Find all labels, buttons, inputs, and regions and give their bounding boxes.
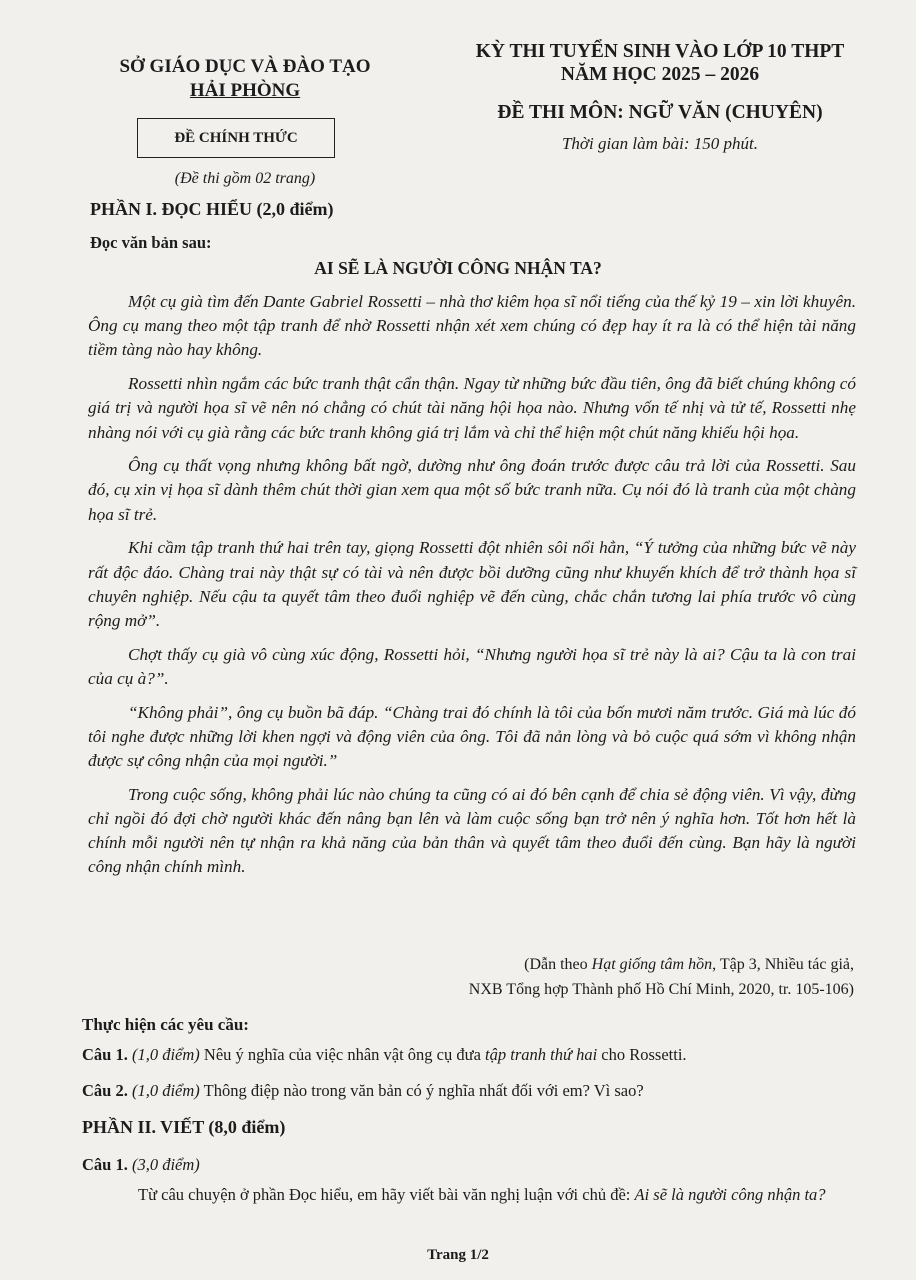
story-paragraph: Một cụ già tìm đến Dante Gabriel Rossetti – nhà thơ kiêm họa sĩ nổi tiếng của thế kỷ 19 – xin lời khuyên. Ông cụ mang theo một tập tranh để nhờ Rossetti nhận xét xem chúng có đẹp hay ít ra là có thể hiện tài năng tiềm tàng nào hay không. xyxy=(88,292,856,360)
source-line-2: NXB Tổng hợp Thành phố Hồ Chí Minh, 2020, tr. 105-106) xyxy=(468,981,854,998)
question-label: Câu 1. xyxy=(82,1155,128,1174)
part2-title: PHẦN II. VIẾT (8,0 điểm) xyxy=(82,1117,286,1137)
source-suffix: , Tập 3, Nhiều tác giả, xyxy=(712,956,854,973)
source-book: Hạt giống tâm hồn xyxy=(591,956,713,973)
story-paragraph: Rossetti nhìn ngắm các bức tranh thật cẩn thận. Ngay từ những bức đầu tiên, ông đã biết chúng không có giá trị và người họa sĩ vẽ nên nó chẳng có chút tài năng hội họa nào. Nhưng vốn tế nhị và tử tế, Rossetti nhẹ nhàng nói với cụ già rằng các bức tranh không giá trị lắm và chỉ thể hiện một chút năng khiếu hội họa. xyxy=(88,374,856,442)
city-name: HẢI PHÒNG xyxy=(189,80,301,101)
question-emphasis: tập tranh thứ hai xyxy=(485,1045,598,1064)
reading-question-2 xyxy=(82,1081,644,1101)
story-paragraph: Ông cụ thất vọng nhưng không bất ngờ, dường như ông đoán trước được câu trả lời của Rossetti. Sau đó, cụ xin vị họa sĩ dành thêm chút thời gian xem qua một số bức tranh nữa. Cụ nói đó là tranh của một chàng họa sĩ trẻ. xyxy=(88,456,856,524)
source-line-1 xyxy=(469,952,854,977)
question-label: Câu 1. xyxy=(82,1045,128,1064)
story-paragraph: Trong cuộc sống, không phải lúc nào chúng ta cũng có ai đó bên cạnh để chia sẻ động viên. Vì vậy, đừng chỉ ngồi đó đợi chờ người khác đến nâng bạn lên và làm cuộc sống bạn trở nên ý nghĩa hơn. Tốt hơn hết là chính mỗi người nên tự nhận ra khả năng của bản thân và quyết tâm theo đuổi đến cùng. Bạn hãy là người công nhận chính mình. xyxy=(88,784,856,877)
official-label: ĐỀ CHÍNH THỨC xyxy=(174,129,298,146)
part1-title: PHẦN I. ĐỌC HIỂU (2,0 điểm) xyxy=(90,199,334,219)
question-points: (3,0 điểm) xyxy=(131,1155,200,1174)
story-title: AI SẼ LÀ NGƯỜI CÔNG NHẬN TA? xyxy=(314,258,602,278)
tasks-title: Thực hiện các yêu cầu: xyxy=(82,1015,249,1034)
source-prefix: (Dẫn theo xyxy=(524,956,592,973)
reading-question-1 xyxy=(82,1045,687,1065)
pages-note: (Đề thi gồm 02 trang) xyxy=(174,170,316,187)
exam-subject: ĐỀ THI MÔN: NGỮ VĂN (CHUYÊN) xyxy=(497,102,823,123)
story-paragraph: “Không phải”, ông cụ buồn bã đáp. “Chàng trai đó chính là tôi của bốn mươi năm trước. Giá mà lúc đó tôi nghe được những lời khen ngợi và động viên của ông. Tôi đã nản lòng và bỏ cuộc quá sớm vì không nhận được sự công nhận của mọi người.” xyxy=(88,702,856,770)
exam-info-block xyxy=(440,40,880,156)
exam-title: KỲ THI TUYỂN SINH VÀO LỚP 10 THPT xyxy=(475,41,845,62)
question-points: (1,0 điểm) xyxy=(131,1045,200,1064)
issuer-block xyxy=(80,55,410,103)
school-year: NĂM HỌC 2025 – 2026 xyxy=(560,64,760,85)
reading-instruction: Đọc văn bản sau: xyxy=(90,233,212,252)
question-text: Thông điệp nào trong văn bản có ý nghĩa nhất đối với em? Vì sao? xyxy=(199,1081,644,1100)
story-paragraph: Khi cầm tập tranh thứ hai trên tay, giọng Rossetti đột nhiên sôi nổi hẳn, “Ý tưởng của những bức vẽ này rất độc đáo. Chàng trai này thật sự có tài và nên được bồi dưỡng cũng như khuyến khích để trở thành họa sĩ chuyên nghiệp. Nếu cậu ta quyết tâm theo đuổi nghiệp vẽ đến cùng, chắc chắn tương lai phía trước vô cùng rộng mở”. xyxy=(88,538,856,630)
essay-topic: Ai sẽ là người công nhận ta? xyxy=(634,1185,826,1204)
source-citation xyxy=(469,952,854,1002)
story-text xyxy=(88,290,856,889)
question-text: Nêu ý nghĩa của việc nhân vật ông cụ đưa xyxy=(199,1045,486,1064)
question-text-end: cho Rossetti. xyxy=(597,1045,687,1064)
essay-prompt xyxy=(88,1182,854,1207)
writing-question-1 xyxy=(82,1155,200,1175)
department-name: SỞ GIÁO DỤC VÀ ĐÀO TẠO xyxy=(119,56,371,77)
question-label: Câu 2. xyxy=(82,1081,128,1100)
exam-time: Thời gian làm bài: 150 phút. xyxy=(561,134,759,153)
question-points: (1,0 điểm) xyxy=(131,1081,200,1100)
essay-prompt-text: Từ câu chuyện ở phần Đọc hiểu, em hãy viết bài văn nghị luận với chủ đề: xyxy=(138,1185,635,1204)
official-stamp-box xyxy=(137,118,335,158)
page-number: Trang 1/2 xyxy=(427,1247,489,1263)
story-paragraph: Chợt thấy cụ già vô cùng xúc động, Rossetti hỏi, “Nhưng người họa sĩ trẻ này là ai? Cậu ta là con trai của cụ à?”. xyxy=(88,644,856,688)
